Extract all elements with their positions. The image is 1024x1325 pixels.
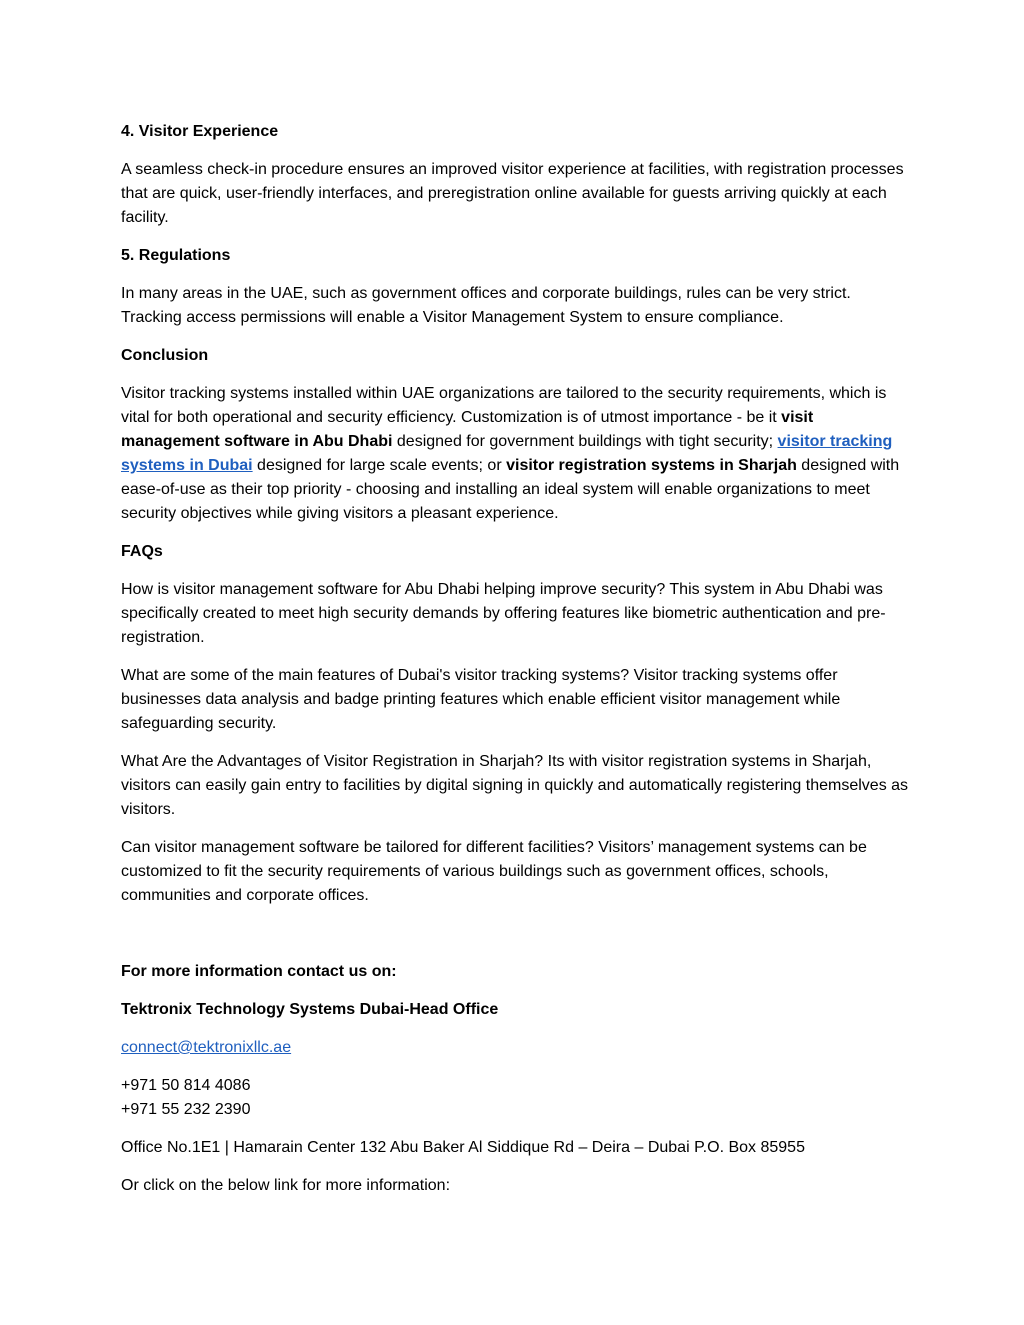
- phone-number-1: +971 50 814 4086: [121, 1077, 251, 1094]
- dubai-tracking-systems-link[interactable]: visitor tracking systems in Dubai: [121, 433, 893, 474]
- office-address: Office No.1E1 | Hamarain Center 132 Abu Baker Al Siddique Rd – Deira – Dubai P.O. Box 85955: [121, 1139, 805, 1156]
- sharjah-registration-term: visitor registration systems in Sharjah: [506, 457, 797, 474]
- regulations-body: In many areas in the UAE, such as government offices and corporate buildings, rules can be very strict. Tracking access permissions will enable a Visitor Management System to ensure compliance.: [121, 285, 851, 326]
- abu-dhabi-software-term: visit management software in Abu Dhabi: [121, 409, 814, 450]
- document-page: [121, 120, 911, 1212]
- email-link[interactable]: connect@tektronixllc.ae: [121, 1039, 292, 1056]
- visitor-experience-body: A seamless check-in procedure ensures an improved visitor experience at facilities, with registration processes that are quick, user-friendly interfaces, and preregistration online available for guests arriving quickly at each facility.: [121, 161, 904, 226]
- conclusion-text-4: designed with ease-of-use as their top priority - choosing and installing an ideal system will enable organizations to meet security objectives while giving visitors a pleasant experience.: [121, 457, 900, 522]
- faq-item: What are some of the main features of Dubai's visitor tracking systems? Visitor tracking systems offer businesses data analysis and badge printing features which enable efficient visitor management while safeguarding security.: [121, 667, 841, 732]
- visitor-experience-heading: 4. Visitor Experience: [121, 123, 279, 140]
- conclusion-text-1: Visitor tracking systems installed within UAE organizations are tailored to the security requirements, which is vital for both operational and security efficiency. Customization is of utmost importance - be it: [121, 385, 887, 426]
- section-spacer: [121, 922, 911, 960]
- conclusion-heading: Conclusion: [121, 347, 209, 364]
- conclusion-text-2: designed for government buildings with tight security;: [392, 433, 778, 450]
- phone-block: [121, 1074, 911, 1122]
- email-line: [121, 1036, 911, 1060]
- contact-heading: For more information contact us on:: [121, 963, 397, 980]
- conclusion-body: [121, 382, 911, 526]
- regulations-heading: 5. Regulations: [121, 247, 231, 264]
- conclusion-text-3: designed for large scale events; or: [252, 457, 507, 474]
- phone-number-2: +971 55 232 2390: [121, 1101, 251, 1118]
- faq-item: How is visitor management software for Abu Dhabi helping improve security? This system in Abu Dhabi was specifically created to meet high security demands by offering features like biometric authentication and pre-registration.: [121, 581, 886, 646]
- company-name: Tektronix Technology Systems Dubai-Head Office: [121, 1001, 499, 1018]
- faqs-heading: FAQs: [121, 543, 163, 560]
- faq-item: What Are the Advantages of Visitor Registration in Sharjah? Its with visitor registration systems in Sharjah, visitors can easily gain entry to facilities by digital signing in quickly and automatically registering themselves as visitors.: [121, 753, 909, 818]
- faq-item: Can visitor management software be tailored for different facilities? Visitors’ management systems can be customized to fit the security requirements of various buildings such as government offices, schools, communities and corporate offices.: [121, 839, 867, 904]
- more-info-prompt: Or click on the below link for more information:: [121, 1177, 451, 1194]
